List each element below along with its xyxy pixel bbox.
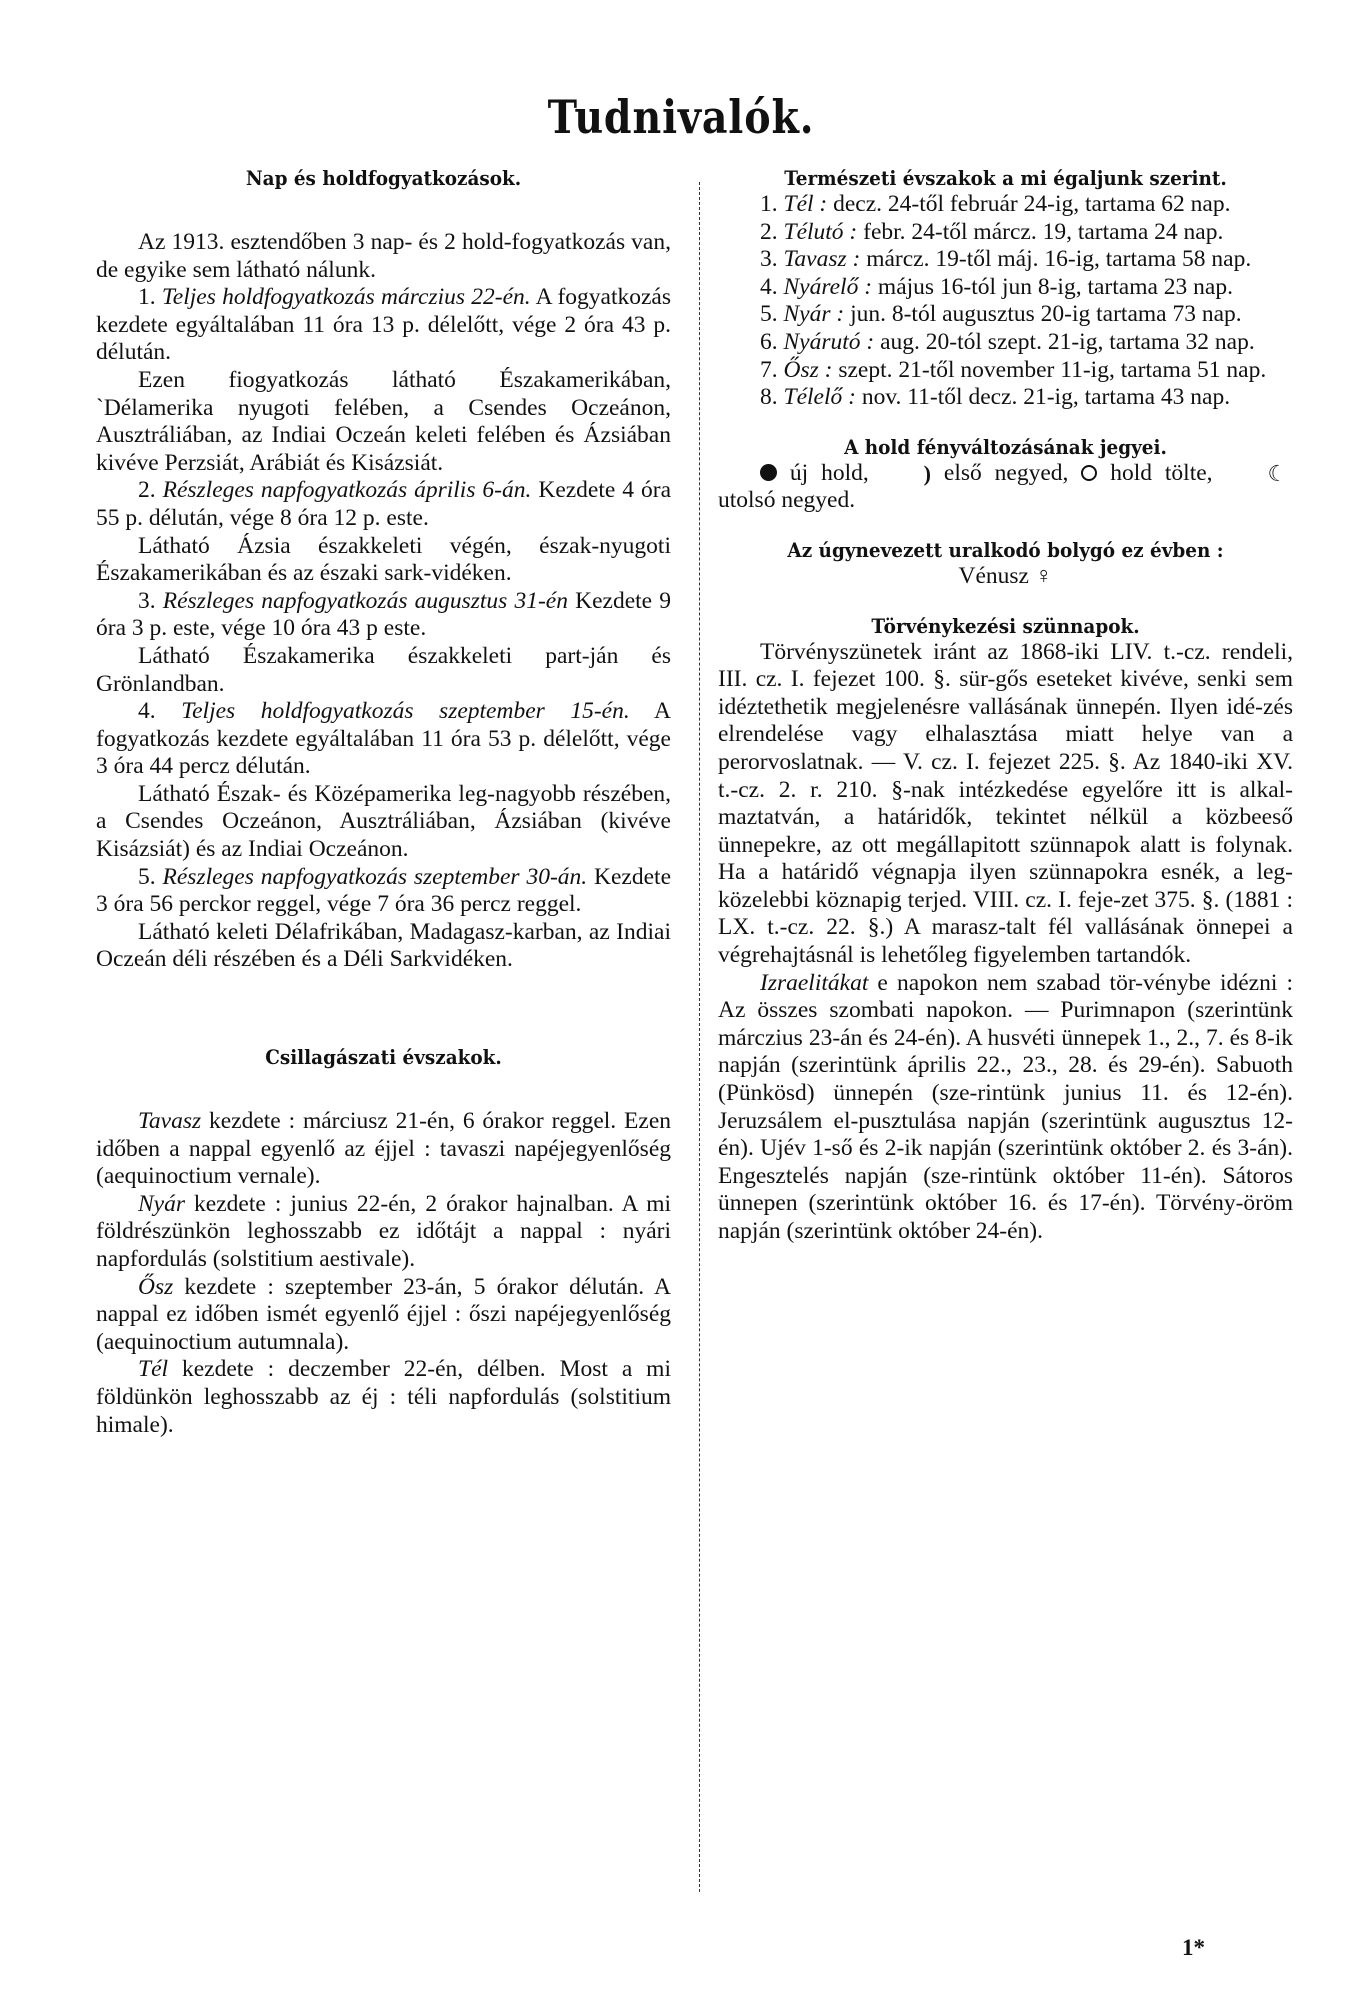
- eclipses-intro: Az 1913. esztendőben 3 nap- és 2 hold-fogyatkozás van, de egyike sem látható nálunk.: [96, 229, 671, 283]
- natural-season-2: 2. Télutó : febr. 24-től márcz. 19, tartama 24 nap.: [760, 218, 1224, 245]
- natural-season-6: 6. Nyárutó : aug. 20-tól szept. 21-ig, tartama 32 nap.: [760, 328, 1255, 355]
- eclipses-heading: Nap és holdfogyatkozások.: [245, 166, 522, 190]
- ruling-planet-heading: Az úgynevezett uralkodó bolygó ez évben :: [787, 537, 1224, 562]
- court-holidays-heading: Törvénykezési szünnapok.: [871, 613, 1140, 638]
- natural-seasons-heading: Természeti évszakok a mi égaljunk szerint.: [784, 166, 1227, 190]
- moon-phases-heading: A hold fényváltozásának jegyei.: [844, 434, 1167, 459]
- astro-seasons-heading: Csillagászati évszakok.: [265, 1045, 502, 1070]
- left-column: [96, 165, 671, 1439]
- page-title: Tudnivalók.: [547, 90, 815, 144]
- natural-season-3: 3. Tavasz : márcz. 19-től máj. 16-ig, tartama 58 nap.: [760, 246, 1252, 273]
- natural-season-5: 5. Nyár : jun. 8-tól augusztus 20-ig tartama 73 nap.: [760, 301, 1242, 328]
- eclipse-visibility-1: Ezen fiogyatkozás látható Északamerikában, `Délamerika nyugoti felében, a Csendes Oczeánon, Ausztráliában, az Indiai Oczeán keleti felében és Ázsiában kivéve Perzsiát, Arábiát és Kisázsiát.: [96, 366, 671, 476]
- ruling-planet: Vénusz ♀: [958, 562, 1053, 589]
- natural-season-4: 4. Nyárelő : május 16-tól jun 8-ig, tartama 23 nap.: [760, 273, 1233, 300]
- eclipse-item-4: 4. Teljes holdfogyatkozás szeptember 15-én. A fogyatkozás kezdete egyáltalában 11 óra 53 p. délelőtt, vége 3 óra 44 percz délután.: [96, 698, 671, 780]
- moon-phases-legend: új hold, ) első negyed, hold tölte, ☾ utolsó negyed.: [718, 459, 1288, 514]
- eclipse-item-2: 2. Részleges napfogyatkozás április 6-án. Kezdete 4 óra 55 p. délután, vége 8 óra 12 p. este.: [96, 477, 672, 531]
- natural-season-7: 7. Ősz : szept. 21-től november 11-ig, tartama 51 nap.: [760, 356, 1267, 383]
- first-quarter-icon: ): [923, 460, 931, 486]
- last-quarter-icon: ☾: [1267, 460, 1288, 486]
- eclipse-item-3: 3. Részleges napfogyatkozás augusztus 31-én Kezdete 9 óra 3 p. este, vége 10 óra 43 p este.: [96, 587, 671, 642]
- eclipse-visibility-3: Látható Északamerika északkeleti part-ján és Grönlandban.: [96, 642, 671, 697]
- eclipse-visibility-2: Látható Ázsia északkeleti végén, észak-nyugoti Északamerikában és az északi sark-vidéken.: [96, 532, 671, 587]
- column-divider: [699, 182, 700, 1892]
- eclipse-item-1: 1. Teljes holdfogyatkozás márczius 22-én. A fogyatkozás kezdete egyáltalában 11 óra 13 p. délelőtt, vége 2 óra 43 p. délután.: [96, 284, 672, 366]
- page-number: 1*: [1182, 1935, 1205, 1960]
- astro-season-winter: Tél kezdete : deczember 22-én, délben. Most a mi földünkön leghosszabb az éj : téli napfordulás (solstitium himale).: [96, 1356, 671, 1438]
- eclipse-visibility-5: Látható keleti Délafrikában, Madagasz-karban, az Indiai Oczeán déli részében és a Déli Sarkvidéken.: [96, 918, 671, 973]
- court-holidays-paragraph-1: Törvényszünetek iránt az 1868-iki LIV. t.-cz. rendeli, III. cz. I. fejezet 100. §. sür-gős eseteket kivéve, senki sem idéztethetik megjelenésre vallásának ünnepén. Ilyen idé-zés elrendelése vagy elhalasztása miatt helye van a perorvoslatnak. — V. cz. I. fejezet 225. §. Az 1840-iki XV. t.-cz. 2. r. 210. §-nak intézkedése egyelőre itt is alkal-maztatván, a határidők, tekintet nélkül a közbeeső ünnepekre, az ott megállapitott szünnapok alatt is folynak. Ha a határidő végnapja ilyen szünnapokra esnék, a leg-közelebbi köznapig terjed. VIII. cz. I. feje-zet 375. §. (1881 : LX. t.-cz. 22. §.) A marasz-talt fél vallásának önnepei a végrehajtásnál is lehetőleg figyelemben tartandók.: [718, 638, 1293, 969]
- new-moon-icon: [760, 464, 777, 481]
- eclipse-visibility-4: Látható Észak- és Középamerika leg-nagyobb részében, a Csendes Oczeánon, Ausztráliában, Ázsiában (kivéve Kisázsiát) és az Indiai Oczeánon.: [96, 780, 671, 863]
- natural-season-1: 1. Tél : decz. 24-től február 24-ig, tartama 62 nap.: [760, 191, 1231, 217]
- court-holidays-paragraph-2: Izraelitákat e napokon nem szabad tör-vénybe idézni : Az összes szombati napokon. — Purimnapon (szerintünk márczius 23-án és 24-én). A husvéti ünnepek 1., 2., 7. és 8-ik napján (szerintünk április 22., 23., 28. és 29-én). Sabuoth (Pünkösd) ünnepén (sze-rintünk junius 11. és 12-én). Jeruzsálem el-pusztulása napján (szerintünk augusztus 12-én). Ujév 1-ső és 2-ik napján (szerintünk október 2. és 3-án). Engesztelés napján (sze-rintünk október 11-én). Sátoros ünnepen (szerintünk október 16. és 17-én). Törvény-öröm napján (szerintünk október 24-én).: [718, 969, 1293, 1244]
- venus-symbol-icon: ♀: [1034, 562, 1053, 589]
- astro-season-spring: Tavasz kezdete : márciusz 21-én, 6 órakor reggel. Ezen időben a nappal egyenlő az éjjel : tavaszi napéjegyenlőség (aequinoctium vernale).: [96, 1108, 671, 1190]
- right-column: [718, 165, 1293, 1246]
- astro-season-autumn: Ősz kezdete : szeptember 23-án, 5 órakor délután. A nappal ez időben ismét egyenlő éjjel : őszi napéjegyenlőség (aequinoctium autumnala).: [96, 1273, 671, 1355]
- full-moon-icon: [1081, 465, 1097, 481]
- eclipse-item-5: 5. Részleges napfogyatkozás szeptember 30-án. Kezdete 3 óra 56 perckor reggel, vége 7 óra 36 percz reggel.: [96, 863, 672, 918]
- natural-season-8: 8. Télelő : nov. 11-től decz. 21-ig, tartama 43 nap.: [760, 384, 1231, 411]
- astro-season-summer: Nyár kezdete : junius 22-én, 2 órakor hajnalban. A mi földrészünkön leghosszabb ez időtájt a nappal : nyári napfordulás (solstitium aestivale).: [96, 1190, 671, 1272]
